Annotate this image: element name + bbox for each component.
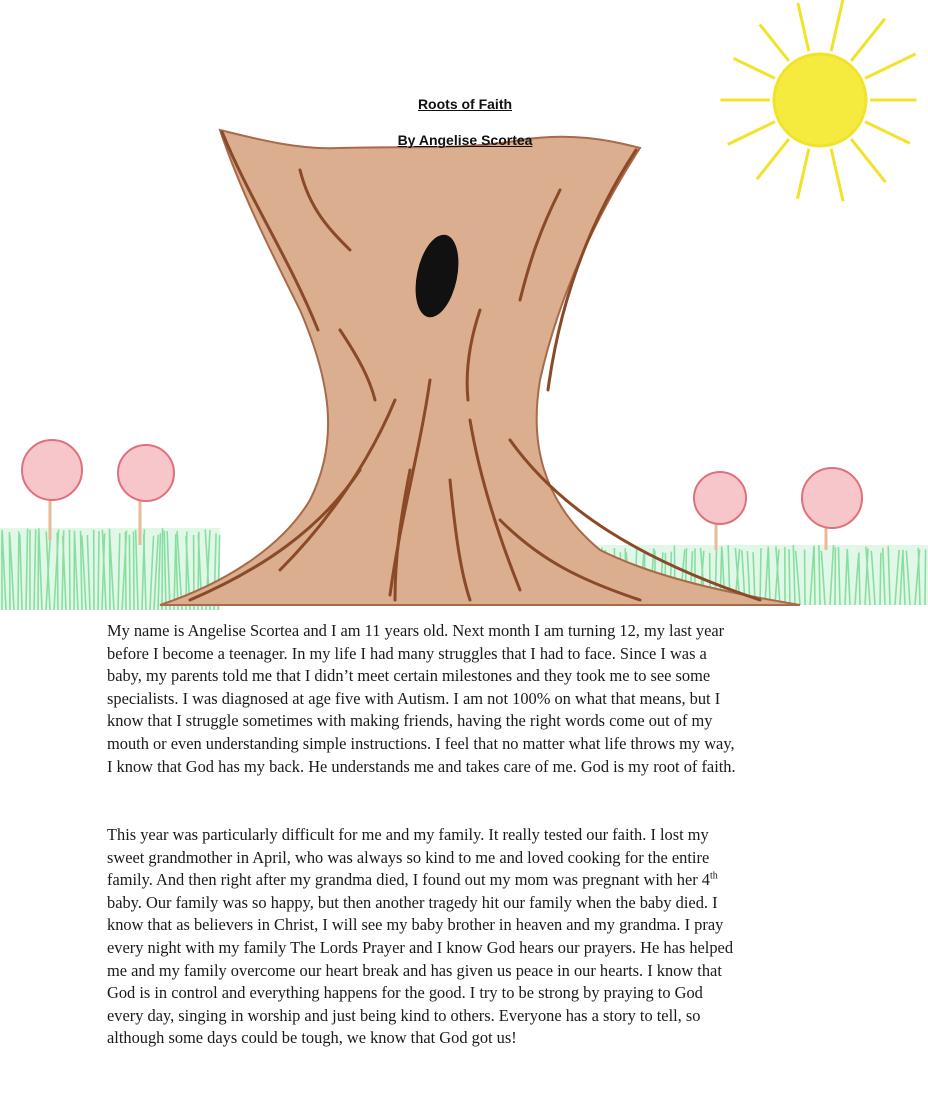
grass-blade: [69, 530, 70, 610]
grass-blade: [789, 549, 790, 605]
paragraph-line: know that I struggle sometimes with making friends, having the right words come out of my: [107, 711, 713, 731]
sun-ray: [733, 58, 774, 78]
paragraph-line: although some days could be tough, we know that God got us!: [107, 1028, 517, 1048]
document-byline: By Angelise Scortea: [397, 132, 533, 148]
grass-blade: [38, 532, 39, 610]
sun-ray: [851, 19, 885, 61]
paragraph-line: me and my family overcome our heart break and has given us peace in our hearts. I know that: [107, 960, 722, 980]
flower-left-1: [22, 440, 82, 540]
sun-ray: [798, 3, 809, 51]
paragraph-line: know that as believers in Christ, I will see my baby brother in heaven and my grandma. I pray: [107, 915, 724, 935]
grass-blade: [162, 528, 163, 610]
paragraph-intro: [107, 620, 837, 778]
paragraph-line: baby. Our family was so happy, but then another tragedy hit our family when the baby died. I: [107, 892, 718, 912]
sun-ray: [831, 149, 843, 202]
paragraph-line: This year was particularly difficult for me and my family. It really tested our faith. I lost my: [107, 825, 709, 844]
paragraph-line: mouth or even understanding simple instructions. I feel that no matter what life throws my way,: [107, 733, 735, 753]
line-text: family. And then right after my grandma died, I found out my mom was pregnant with her 4: [107, 870, 710, 890]
paragraph-line: every day, singing in worship and just being kind to others. Everyone has a story to tell, so: [107, 1005, 701, 1025]
grass-blade: [925, 550, 926, 605]
grass-blade: [129, 535, 130, 610]
grass-blade: [760, 548, 761, 605]
paragraph-line: before I become a teenager. In my life I had many struggles that I had to face. Since I was a: [107, 643, 707, 663]
document-title: Roots of Faith: [417, 96, 513, 112]
paragraph-line: sweet grandmother in April, who was always so kind to me and loved cooking for the entire: [107, 847, 710, 867]
grass-blade: [819, 545, 820, 605]
paragraph-line: specialists. I was diagnosed at age five with Autism. I am not 100% on what that means, but I: [107, 688, 721, 708]
grass-blade: [98, 531, 99, 610]
flower-right-1: [694, 472, 746, 550]
sun-ray: [797, 149, 808, 199]
ordinal-suffix: th: [709, 870, 718, 882]
sun-ray: [865, 54, 916, 78]
flower-right-2: [802, 468, 862, 550]
sun-ray: [831, 0, 843, 51]
grass-blade: [814, 547, 815, 605]
paragraph-line: My name is Angelise Scortea and I am 11 years old. Next month I am turning 12, my last year: [107, 621, 725, 640]
paragraph-line: God is in control and everything happens for the good. I try to be strong by praying to God: [107, 983, 703, 1003]
grass-blade: [18, 531, 19, 610]
sun-ray: [760, 24, 789, 61]
paragraph-difficult-year: [107, 824, 837, 1050]
grass-blade: [880, 553, 881, 605]
grass-blade: [57, 532, 58, 610]
grass-blade: [125, 532, 126, 610]
tree-trunk: [160, 130, 800, 605]
paragraph-line: every night with my family The Lords Prayer and I know God hears our prayers. He has helped: [107, 937, 734, 957]
paragraph-line: [107, 869, 837, 892]
paragraph-line: baby, my parents told me that I didn’t meet certain milestones and they took me to see some: [107, 666, 711, 686]
paragraph-line: I know that God has my back. He understands me and takes care of me. God is my root of faith.: [107, 756, 736, 776]
